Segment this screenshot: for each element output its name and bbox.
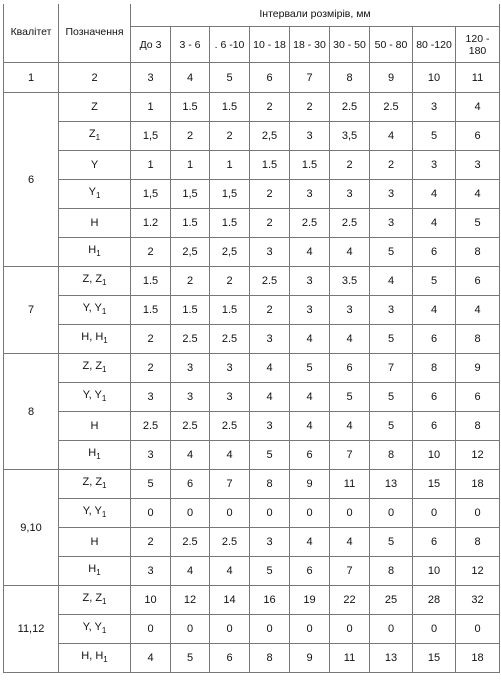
value-cell: 10: [413, 557, 456, 586]
value-cell: 1,5: [131, 122, 171, 151]
designation-cell: $H_1$: [59, 557, 131, 586]
value-cell: 3,5: [330, 122, 370, 151]
value-cell: 2: [210, 267, 250, 296]
header-range-1: 3 - 6: [171, 27, 210, 63]
value-cell: 28: [413, 586, 456, 615]
value-cell: 3.5: [330, 267, 370, 296]
value-cell: 1.5: [171, 296, 210, 325]
value-cell: 12: [171, 586, 210, 615]
value-cell: 0: [131, 615, 171, 644]
value-cell: 0: [290, 615, 330, 644]
table-row: [4, 354, 500, 383]
value-cell: 2: [171, 122, 210, 151]
header-range-7: 80 -120: [413, 27, 456, 63]
value-cell: 4: [131, 644, 171, 673]
value-cell: 5: [370, 383, 413, 412]
value-cell: 4: [290, 383, 330, 412]
value-cell: 4: [210, 557, 250, 586]
designation-cell: $Y_1$: [59, 180, 131, 209]
value-cell: 1.5: [210, 209, 250, 238]
header-range-0: До 3: [131, 27, 171, 63]
header-range-4: 18 - 30: [290, 27, 330, 63]
table-row: [4, 499, 500, 528]
header-range-3: 10 - 18: [250, 27, 290, 63]
value-cell: 22: [330, 586, 370, 615]
qualitet-cell: 9,10: [4, 470, 59, 586]
column-index-6: 7: [290, 63, 330, 93]
value-cell: 4: [290, 238, 330, 267]
value-cell: 15: [413, 470, 456, 499]
value-cell: 11: [330, 644, 370, 673]
table-row: [4, 209, 500, 238]
table-row: [4, 93, 500, 122]
table-row: [4, 586, 500, 615]
designation-cell: Y, $Y_1$: [59, 383, 131, 412]
value-cell: 2.5: [171, 528, 210, 557]
value-cell: 6: [456, 383, 500, 412]
column-index-row: [4, 63, 500, 93]
value-cell: 4: [370, 122, 413, 151]
value-cell: 6: [330, 354, 370, 383]
value-cell: 2: [131, 325, 171, 354]
value-cell: 1.5: [210, 296, 250, 325]
tolerance-table: [3, 0, 500, 673]
value-cell: 2.5: [131, 412, 171, 441]
value-cell: 4: [330, 528, 370, 557]
value-cell: 8: [456, 238, 500, 267]
value-cell: 1: [131, 151, 171, 180]
value-cell: 1.5: [171, 209, 210, 238]
value-cell: 4: [171, 557, 210, 586]
value-cell: 8: [413, 354, 456, 383]
value-cell: 8: [370, 441, 413, 470]
value-cell: 6: [413, 325, 456, 354]
value-cell: 3: [370, 180, 413, 209]
designation-cell: Y, $Y_1$: [59, 499, 131, 528]
table-row: [4, 441, 500, 470]
value-cell: 4: [250, 354, 290, 383]
value-cell: 4: [456, 180, 500, 209]
value-cell: 7: [330, 441, 370, 470]
value-cell: 4: [330, 238, 370, 267]
table-row: [4, 383, 500, 412]
table-header: [4, 1, 500, 93]
value-cell: 1.5: [131, 267, 171, 296]
value-cell: 18: [456, 644, 500, 673]
header-designation: Позначення: [59, 1, 131, 63]
value-cell: 1.5: [250, 151, 290, 180]
value-cell: 25: [370, 586, 413, 615]
value-cell: 4: [290, 528, 330, 557]
table-row: [4, 557, 500, 586]
value-cell: 1.2: [131, 209, 171, 238]
value-cell: 1: [171, 151, 210, 180]
value-cell: 0: [131, 499, 171, 528]
value-cell: 3: [290, 267, 330, 296]
value-cell: 12: [456, 557, 500, 586]
value-cell: 6: [413, 238, 456, 267]
value-cell: 2: [131, 354, 171, 383]
value-cell: 2.5: [210, 325, 250, 354]
value-cell: 3: [210, 383, 250, 412]
value-cell: 0: [250, 499, 290, 528]
designation-cell: Z: [59, 93, 131, 122]
value-cell: 3: [210, 354, 250, 383]
value-cell: 2.5: [250, 267, 290, 296]
value-cell: 3: [131, 441, 171, 470]
value-cell: 4: [413, 180, 456, 209]
value-cell: 2.5: [330, 209, 370, 238]
value-cell: 5: [370, 412, 413, 441]
table-row: [4, 267, 500, 296]
table-row: [4, 528, 500, 557]
value-cell: 9: [456, 354, 500, 383]
value-cell: 1.5: [131, 296, 171, 325]
value-cell: 5: [250, 557, 290, 586]
column-index-9: 10: [413, 63, 456, 93]
value-cell: 3: [370, 296, 413, 325]
value-cell: 0: [290, 499, 330, 528]
value-cell: 0: [210, 499, 250, 528]
value-cell: 6: [290, 441, 330, 470]
value-cell: 5: [370, 238, 413, 267]
qualitet-cell: 7: [4, 267, 59, 354]
value-cell: 3: [131, 557, 171, 586]
value-cell: 2: [250, 93, 290, 122]
value-cell: 2: [250, 209, 290, 238]
value-cell: 2: [210, 122, 250, 151]
value-cell: 1.5: [171, 93, 210, 122]
value-cell: 0: [370, 499, 413, 528]
value-cell: 12: [456, 441, 500, 470]
value-cell: 3: [250, 528, 290, 557]
header-qualitet: Квалітет: [4, 1, 59, 63]
value-cell: 2.5: [370, 93, 413, 122]
value-cell: 4: [171, 441, 210, 470]
value-cell: 3: [290, 122, 330, 151]
value-cell: 2: [250, 180, 290, 209]
column-index-2: 3: [131, 63, 171, 93]
value-cell: 4: [330, 412, 370, 441]
qualitet-cell: 6: [4, 93, 59, 267]
designation-cell: H: [59, 528, 131, 557]
value-cell: 1,5: [210, 180, 250, 209]
column-index-1: 2: [59, 63, 131, 93]
value-cell: 8: [456, 528, 500, 557]
value-cell: 3: [290, 180, 330, 209]
value-cell: 13: [370, 470, 413, 499]
value-cell: 5: [250, 441, 290, 470]
header-range-2: . 6 -10: [210, 27, 250, 63]
value-cell: 3: [250, 412, 290, 441]
value-cell: 6: [171, 470, 210, 499]
value-cell: 3: [250, 238, 290, 267]
value-cell: 0: [370, 615, 413, 644]
value-cell: 2,5: [171, 238, 210, 267]
value-cell: 1,5: [131, 180, 171, 209]
value-cell: 4: [210, 441, 250, 470]
designation-cell: Y: [59, 151, 131, 180]
column-index-7: 8: [330, 63, 370, 93]
value-cell: 8: [456, 412, 500, 441]
value-cell: 14: [210, 586, 250, 615]
table-row: [4, 470, 500, 499]
value-cell: 18: [456, 470, 500, 499]
table-row: [4, 615, 500, 644]
value-cell: 7: [210, 470, 250, 499]
designation-cell: $Z_1$: [59, 122, 131, 151]
value-cell: 32: [456, 586, 500, 615]
value-cell: 6: [290, 557, 330, 586]
value-cell: 2: [131, 238, 171, 267]
value-cell: 0: [171, 615, 210, 644]
value-cell: 5: [370, 528, 413, 557]
value-cell: 5: [370, 325, 413, 354]
value-cell: 5: [171, 644, 210, 673]
column-index-5: 6: [250, 63, 290, 93]
value-cell: 2.5: [290, 209, 330, 238]
column-index-8: 9: [370, 63, 413, 93]
value-cell: 3: [250, 325, 290, 354]
table-row: [4, 151, 500, 180]
value-cell: 0: [330, 499, 370, 528]
value-cell: 3: [330, 296, 370, 325]
value-cell: 13: [370, 644, 413, 673]
designation-cell: Z, $Z_1$: [59, 470, 131, 499]
value-cell: 5: [456, 209, 500, 238]
table-body: [4, 93, 500, 673]
value-cell: 1.5: [210, 93, 250, 122]
value-cell: 5: [413, 122, 456, 151]
value-cell: 0: [171, 499, 210, 528]
value-cell: 4: [456, 93, 500, 122]
value-cell: 0: [413, 499, 456, 528]
column-index-4: 5: [210, 63, 250, 93]
value-cell: 3: [290, 296, 330, 325]
value-cell: 9: [290, 644, 330, 673]
value-cell: 3: [171, 354, 210, 383]
value-cell: 0: [413, 615, 456, 644]
value-cell: 2: [290, 93, 330, 122]
header-range-5: 30 - 50: [330, 27, 370, 63]
value-cell: 1,5: [171, 180, 210, 209]
value-cell: 8: [250, 470, 290, 499]
value-cell: 3: [131, 383, 171, 412]
value-cell: 9: [290, 470, 330, 499]
table-row: [4, 180, 500, 209]
value-cell: 4: [413, 209, 456, 238]
value-cell: 4: [456, 296, 500, 325]
value-cell: 5: [330, 383, 370, 412]
value-cell: 4: [370, 267, 413, 296]
value-cell: 2: [330, 151, 370, 180]
designation-cell: H, $H_1$: [59, 325, 131, 354]
value-cell: 6: [413, 383, 456, 412]
value-cell: 2.5: [210, 412, 250, 441]
table-row: [4, 122, 500, 151]
column-index-0: 1: [4, 63, 59, 93]
qualitet-cell: 11,12: [4, 586, 59, 673]
designation-cell: Y, $Y_1$: [59, 615, 131, 644]
value-cell: 2: [171, 267, 210, 296]
header-range-8: 120 - 180: [456, 27, 500, 63]
value-cell: 2.5: [210, 528, 250, 557]
value-cell: 3: [456, 151, 500, 180]
value-cell: 3: [171, 383, 210, 412]
value-cell: 10: [131, 586, 171, 615]
qualitet-cell: 8: [4, 354, 59, 470]
value-cell: 6: [413, 528, 456, 557]
value-cell: 4: [330, 325, 370, 354]
value-cell: 0: [456, 499, 500, 528]
value-cell: 5: [131, 470, 171, 499]
cropped-top-edge: [0, 0, 501, 4]
value-cell: 2: [131, 528, 171, 557]
table-row: [4, 325, 500, 354]
value-cell: 5: [413, 267, 456, 296]
header-range-6: 50 - 80: [370, 27, 413, 63]
value-cell: 2: [370, 151, 413, 180]
designation-cell: Z, $Z_1$: [59, 586, 131, 615]
value-cell: 7: [370, 354, 413, 383]
value-cell: 7: [330, 557, 370, 586]
column-index-3: 4: [171, 63, 210, 93]
value-cell: 8: [250, 644, 290, 673]
value-cell: 0: [456, 615, 500, 644]
value-cell: 5: [290, 354, 330, 383]
table-row: [4, 238, 500, 267]
value-cell: 4: [290, 325, 330, 354]
designation-cell: Z, $Z_1$: [59, 267, 131, 296]
designation-cell: Z, $Z_1$: [59, 354, 131, 383]
value-cell: 3: [413, 151, 456, 180]
table-row: [4, 296, 500, 325]
value-cell: 4: [290, 412, 330, 441]
value-cell: 1: [210, 151, 250, 180]
header-intervals: Інтервали розмірів, мм: [131, 1, 500, 27]
designation-cell: $H_1$: [59, 238, 131, 267]
value-cell: 10: [413, 441, 456, 470]
value-cell: 6: [456, 267, 500, 296]
value-cell: 3: [413, 93, 456, 122]
value-cell: 6: [210, 644, 250, 673]
value-cell: 1: [131, 93, 171, 122]
designation-cell: H, $H_1$: [59, 644, 131, 673]
designation-cell: H: [59, 412, 131, 441]
value-cell: 2.5: [330, 93, 370, 122]
value-cell: 0: [330, 615, 370, 644]
value-cell: 0: [210, 615, 250, 644]
table-row: [4, 412, 500, 441]
value-cell: 6: [413, 412, 456, 441]
value-cell: 2: [250, 296, 290, 325]
value-cell: 19: [290, 586, 330, 615]
designation-cell: Y, $Y_1$: [59, 296, 131, 325]
value-cell: 2.5: [171, 412, 210, 441]
value-cell: 8: [370, 557, 413, 586]
designation-cell: H: [59, 209, 131, 238]
value-cell: 15: [413, 644, 456, 673]
column-index-10: 11: [456, 63, 500, 93]
value-cell: 3: [370, 209, 413, 238]
value-cell: 2,5: [210, 238, 250, 267]
value-cell: 8: [456, 325, 500, 354]
value-cell: 2,5: [250, 122, 290, 151]
value-cell: 11: [330, 470, 370, 499]
table-row: [4, 644, 500, 673]
designation-cell: $H_1$: [59, 441, 131, 470]
value-cell: 4: [250, 383, 290, 412]
value-cell: 3: [330, 180, 370, 209]
value-cell: 2.5: [171, 325, 210, 354]
value-cell: 6: [456, 122, 500, 151]
value-cell: 1.5: [290, 151, 330, 180]
value-cell: 16: [250, 586, 290, 615]
value-cell: 0: [250, 615, 290, 644]
value-cell: 4: [413, 296, 456, 325]
